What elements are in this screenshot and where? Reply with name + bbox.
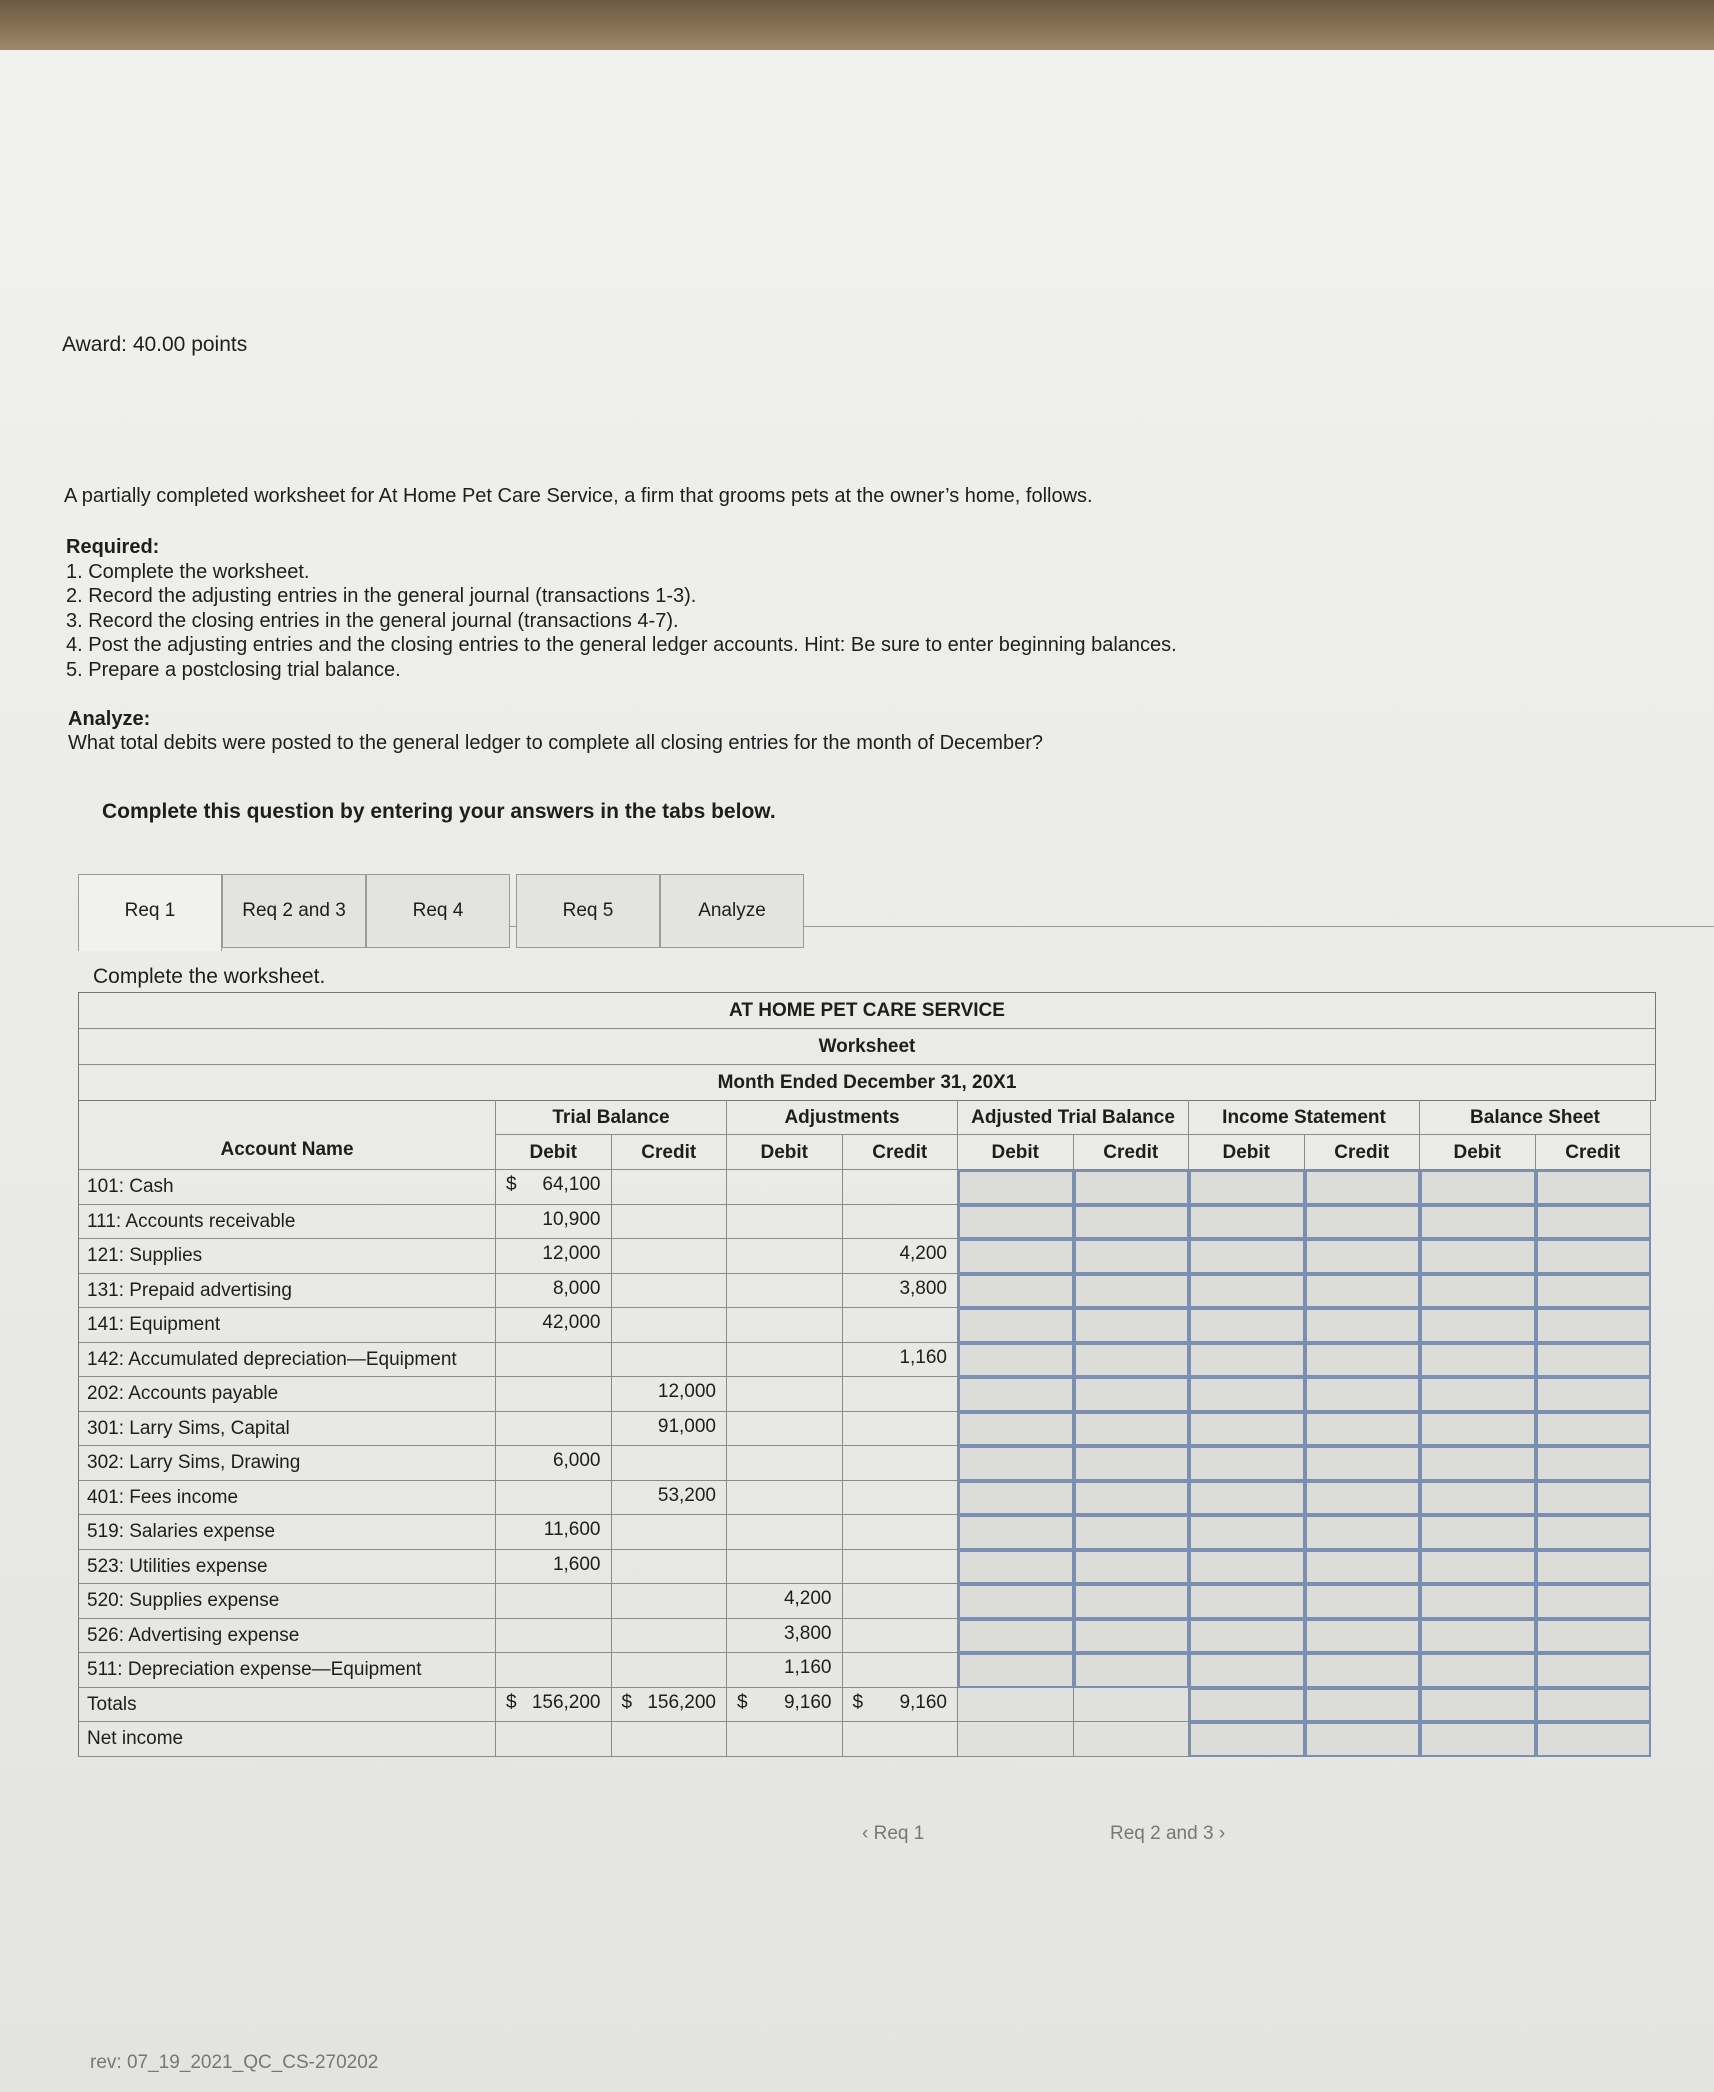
worksheet-input-cell[interactable] bbox=[1420, 1688, 1536, 1723]
amount-value: 9,160 bbox=[783, 1691, 832, 1713]
worksheet-input-cell[interactable] bbox=[1420, 1619, 1536, 1654]
worksheet-input-cell[interactable] bbox=[1536, 1308, 1652, 1343]
worksheet-input-cell[interactable] bbox=[958, 1412, 1074, 1447]
worksheet-amount-cell bbox=[612, 1274, 728, 1309]
company-name: AT HOME PET CARE SERVICE bbox=[79, 993, 1655, 1029]
chevron-left-icon: ‹ bbox=[862, 1823, 869, 1844]
worksheet-amount-cell bbox=[843, 1688, 959, 1723]
tab-content-label: Complete the worksheet. bbox=[93, 965, 326, 988]
worksheet-amount-cell bbox=[727, 1274, 843, 1309]
worksheet-input-cell[interactable] bbox=[1536, 1446, 1652, 1481]
worksheet-amount-cell bbox=[843, 1205, 959, 1240]
account-name: 519: Salaries expense bbox=[78, 1515, 496, 1550]
credit-header: Credit bbox=[1074, 1135, 1190, 1170]
worksheet-amount-cell bbox=[612, 1343, 728, 1378]
worksheet-amount-cell bbox=[496, 1619, 612, 1654]
column-group-header: Balance Sheet bbox=[1420, 1100, 1651, 1135]
worksheet-amount-cell bbox=[727, 1688, 843, 1723]
worksheet-input-cell[interactable] bbox=[1536, 1653, 1652, 1688]
account-name: 526: Advertising expense bbox=[78, 1619, 496, 1654]
worksheet-input-cell[interactable] bbox=[958, 1515, 1074, 1550]
worksheet-amount-cell bbox=[496, 1446, 612, 1481]
worksheet-amount-cell bbox=[727, 1653, 843, 1688]
worksheet-amount-cell bbox=[727, 1170, 843, 1205]
required-item: 3. Record the closing entries in the general journal (transactions 4-7). bbox=[66, 609, 679, 632]
worksheet-input-cell[interactable] bbox=[1420, 1239, 1536, 1274]
worksheet-input-cell[interactable] bbox=[1536, 1619, 1652, 1654]
account-name: 111: Accounts receivable bbox=[78, 1205, 496, 1240]
tab-req-2-and-3[interactable]: Req 2 and 3 bbox=[222, 874, 366, 948]
worksheet-amount-cell bbox=[612, 1446, 728, 1481]
worksheet-input-cell[interactable] bbox=[1420, 1274, 1536, 1309]
amount-value: 3,800 bbox=[783, 1622, 832, 1644]
amount-value: 4,200 bbox=[899, 1243, 947, 1264]
worksheet-input-cell[interactable] bbox=[1074, 1653, 1190, 1688]
worksheet-empty-cell bbox=[1074, 1688, 1190, 1723]
worksheet-input-cell[interactable] bbox=[1189, 1343, 1305, 1378]
worksheet-amount-cell bbox=[843, 1653, 959, 1688]
credit-header: Credit bbox=[1536, 1135, 1652, 1170]
worksheet-amount-cell bbox=[727, 1515, 843, 1550]
worksheet-input-cell[interactable] bbox=[1420, 1170, 1536, 1205]
amount-value: 156,200 bbox=[647, 1691, 716, 1713]
worksheet-input-cell[interactable] bbox=[1189, 1619, 1305, 1654]
worksheet-input-cell[interactable] bbox=[1189, 1412, 1305, 1447]
worksheet-input-cell[interactable] bbox=[1074, 1412, 1190, 1447]
worksheet-input-cell[interactable] bbox=[1536, 1274, 1652, 1309]
amount-value: 8,000 bbox=[552, 1277, 601, 1299]
column-group-header: Adjustments bbox=[727, 1100, 958, 1135]
worksheet-input-cell[interactable] bbox=[1305, 1688, 1421, 1723]
worksheet-amount-cell bbox=[612, 1619, 728, 1654]
worksheet-input-cell[interactable] bbox=[1536, 1481, 1652, 1516]
worksheet-amount-cell bbox=[843, 1481, 959, 1516]
worksheet-input-cell[interactable] bbox=[1536, 1205, 1652, 1240]
worksheet-amount-cell bbox=[496, 1653, 612, 1688]
worksheet-amount-cell bbox=[496, 1274, 612, 1309]
required-list bbox=[66, 535, 1177, 682]
credit-header: Credit bbox=[1305, 1135, 1421, 1170]
amount-value: 91,000 bbox=[657, 1415, 716, 1437]
worksheet-amount-cell bbox=[612, 1550, 728, 1585]
debit-header: Debit bbox=[958, 1135, 1074, 1170]
worksheet-amount-cell bbox=[843, 1446, 959, 1481]
worksheet-input-cell[interactable] bbox=[1305, 1550, 1421, 1585]
worksheet-header bbox=[78, 992, 1656, 1101]
worksheet-input-cell[interactable] bbox=[958, 1584, 1074, 1619]
account-name: 301: Larry Sims, Capital bbox=[78, 1412, 496, 1447]
required-item: 5. Prepare a postclosing trial balance. bbox=[66, 658, 401, 681]
worksheet-input-cell[interactable] bbox=[958, 1481, 1074, 1516]
worksheet-input-cell[interactable] bbox=[958, 1377, 1074, 1412]
worksheet-amount-cell bbox=[843, 1412, 959, 1447]
worksheet-amount-cell bbox=[843, 1377, 959, 1412]
amount-value: 1,600 bbox=[552, 1553, 601, 1575]
totals-label: Totals bbox=[78, 1688, 496, 1723]
required-item: 4. Post the adjusting entries and the closing entries to the general ledger accounts. Hint: Be sure to enter beginning balances. bbox=[66, 634, 1177, 656]
worksheet-input-cell[interactable] bbox=[1420, 1653, 1536, 1688]
dollar-sign: $ bbox=[737, 1691, 748, 1713]
worksheet-amount-cell bbox=[843, 1274, 959, 1309]
net-income-label: Net income bbox=[78, 1722, 496, 1757]
instruction-text: Complete this question by entering your answers in the tabs below. bbox=[102, 800, 776, 823]
worksheet-amount-cell bbox=[727, 1722, 843, 1757]
account-name: 121: Supplies bbox=[78, 1239, 496, 1274]
worksheet-amount-cell bbox=[727, 1205, 843, 1240]
account-name: 302: Larry Sims, Drawing bbox=[78, 1446, 496, 1481]
intro-text: A partially completed worksheet for At Home Pet Care Service, a firm that grooms pets at the owner’s home, follows. bbox=[64, 485, 1093, 507]
worksheet-input-cell[interactable] bbox=[1074, 1619, 1190, 1654]
worksheet-input-cell[interactable] bbox=[1074, 1584, 1190, 1619]
worksheet-amount-cell bbox=[496, 1343, 612, 1378]
worksheet-input-cell[interactable] bbox=[1074, 1239, 1190, 1274]
worksheet-input-cell[interactable] bbox=[1305, 1515, 1421, 1550]
amount-value: 11,600 bbox=[543, 1519, 601, 1540]
worksheet-amount-cell bbox=[612, 1584, 728, 1619]
worksheet-amount-cell bbox=[496, 1205, 612, 1240]
analyze-question: What total debits were posted to the general ledger to complete all closing entries for the month of December? bbox=[68, 732, 1043, 754]
prev-label: Req 1 bbox=[873, 1823, 925, 1844]
revision-footer: rev: 07_19_2021_QC_CS-270202 bbox=[90, 2052, 379, 2073]
worksheet-input-cell[interactable] bbox=[1536, 1239, 1652, 1274]
worksheet-input-cell[interactable] bbox=[1420, 1584, 1536, 1619]
worksheet-amount-cell bbox=[727, 1377, 843, 1412]
worksheet-amount-cell bbox=[727, 1343, 843, 1378]
debit-header: Debit bbox=[496, 1135, 612, 1170]
required-item: 2. Record the adjusting entries in the general journal (transactions 1-3). bbox=[66, 585, 697, 607]
worksheet-input-cell[interactable] bbox=[1189, 1515, 1305, 1550]
worksheet-amount-cell bbox=[612, 1653, 728, 1688]
worksheet-amount-cell bbox=[843, 1619, 959, 1654]
account-name: 202: Accounts payable bbox=[78, 1377, 496, 1412]
worksheet-input-cell[interactable] bbox=[1305, 1239, 1421, 1274]
debit-header: Debit bbox=[1420, 1135, 1536, 1170]
worksheet-input-cell[interactable] bbox=[958, 1619, 1074, 1654]
analyze-heading: Analyze: bbox=[68, 708, 151, 730]
worksheet-input-cell[interactable] bbox=[1074, 1170, 1190, 1205]
worksheet-input-cell[interactable] bbox=[1305, 1205, 1421, 1240]
worksheet-amount-cell bbox=[496, 1688, 612, 1723]
worksheet-input-cell[interactable] bbox=[1074, 1274, 1190, 1309]
next-label: Req 2 and 3 bbox=[1110, 1823, 1214, 1844]
worksheet-amount-cell bbox=[727, 1308, 843, 1343]
required-item: 1. Complete the worksheet. bbox=[66, 560, 310, 583]
worksheet-input-cell[interactable] bbox=[1420, 1412, 1536, 1447]
worksheet-input-cell[interactable] bbox=[1536, 1550, 1652, 1585]
worksheet-input-cell[interactable] bbox=[1074, 1377, 1190, 1412]
worksheet-amount-cell bbox=[843, 1584, 959, 1619]
worksheet-amount-cell bbox=[612, 1515, 728, 1550]
amount-value: 53,200 bbox=[657, 1484, 716, 1506]
amount-value: 12,000 bbox=[542, 1243, 601, 1264]
worksheet-amount-cell bbox=[843, 1515, 959, 1550]
tab-req-4[interactable]: Req 4 bbox=[366, 874, 510, 948]
worksheet-amount-cell bbox=[727, 1412, 843, 1447]
worksheet-input-cell[interactable] bbox=[1305, 1446, 1421, 1481]
award-points: Award: 40.00 points bbox=[62, 333, 248, 356]
next-nav[interactable] bbox=[1110, 1823, 1225, 1845]
worksheet-input-cell[interactable] bbox=[1189, 1170, 1305, 1205]
worksheet-amount-cell bbox=[496, 1377, 612, 1412]
worksheet-input-cell[interactable] bbox=[1536, 1343, 1652, 1378]
worksheet-amount-cell bbox=[843, 1239, 959, 1274]
worksheet-input-cell[interactable] bbox=[1074, 1481, 1190, 1516]
worksheet-input-cell[interactable] bbox=[1305, 1274, 1421, 1309]
tab-req-1[interactable]: Req 1 bbox=[78, 874, 222, 951]
worksheet-input-cell[interactable] bbox=[1189, 1205, 1305, 1240]
worksheet-input-cell[interactable] bbox=[1420, 1481, 1536, 1516]
worksheet-period: Month Ended December 31, 20X1 bbox=[717, 1072, 1017, 1093]
worksheet-amount-cell bbox=[612, 1722, 728, 1757]
worksheet-input-cell[interactable] bbox=[1420, 1515, 1536, 1550]
account-name: 401: Fees income bbox=[78, 1481, 496, 1516]
worksheet-input-cell[interactable] bbox=[1536, 1170, 1652, 1205]
tab-req-5[interactable]: Req 5 bbox=[516, 874, 660, 948]
worksheet-amount-cell bbox=[496, 1584, 612, 1619]
worksheet-input-cell[interactable] bbox=[1074, 1515, 1190, 1550]
dollar-sign: $ bbox=[506, 1174, 517, 1195]
worksheet-amount-cell bbox=[496, 1308, 612, 1343]
worksheet-input-cell[interactable] bbox=[1189, 1550, 1305, 1585]
required-heading: Required: bbox=[66, 536, 160, 558]
worksheet-amount-cell bbox=[727, 1446, 843, 1481]
account-name: 523: Utilities expense bbox=[78, 1550, 496, 1585]
worksheet-amount-cell bbox=[612, 1412, 728, 1447]
worksheet-input-cell[interactable] bbox=[1074, 1308, 1190, 1343]
worksheet-amount-cell bbox=[496, 1550, 612, 1585]
worksheet-input-cell[interactable] bbox=[1420, 1377, 1536, 1412]
prev-nav[interactable] bbox=[862, 1823, 924, 1845]
amount-value: 1,160 bbox=[899, 1346, 947, 1368]
worksheet-input-cell[interactable] bbox=[1074, 1550, 1190, 1585]
worksheet-input-cell[interactable] bbox=[1305, 1308, 1421, 1343]
worksheet-title: Worksheet bbox=[79, 1029, 1655, 1065]
worksheet-amount-cell bbox=[496, 1170, 612, 1205]
worksheet-input-cell[interactable] bbox=[1305, 1343, 1421, 1378]
worksheet-input-cell[interactable] bbox=[1420, 1446, 1536, 1481]
dollar-sign: $ bbox=[506, 1691, 517, 1713]
debit-header: Debit bbox=[727, 1135, 843, 1170]
worksheet-amount-cell bbox=[843, 1343, 959, 1378]
worksheet-input-cell[interactable] bbox=[1420, 1343, 1536, 1378]
worksheet-amount-cell bbox=[727, 1550, 843, 1585]
worksheet-amount-cell bbox=[612, 1377, 728, 1412]
amount-value: 4,200 bbox=[783, 1588, 832, 1609]
worksheet-input-cell[interactable] bbox=[1189, 1446, 1305, 1481]
worksheet-amount-cell bbox=[727, 1239, 843, 1274]
debit-header: Debit bbox=[1189, 1135, 1305, 1170]
amount-value: 64,100 bbox=[542, 1174, 601, 1195]
worksheet-input-cell[interactable] bbox=[1305, 1619, 1421, 1654]
amount-value: 12,000 bbox=[657, 1381, 716, 1402]
column-group-header: Trial Balance bbox=[496, 1100, 727, 1135]
worksheet-input-cell[interactable] bbox=[1420, 1205, 1536, 1240]
worksheet-amount-cell bbox=[612, 1170, 728, 1205]
worksheet-input-cell[interactable] bbox=[1305, 1584, 1421, 1619]
account-name: 141: Equipment bbox=[78, 1308, 496, 1343]
worksheet-input-cell[interactable] bbox=[1420, 1550, 1536, 1585]
amount-value: 156,200 bbox=[531, 1691, 601, 1713]
worksheet-input-cell[interactable] bbox=[1536, 1688, 1652, 1723]
account-name: 511: Depreciation expense—Equipment bbox=[78, 1653, 496, 1688]
worksheet-input-cell[interactable] bbox=[958, 1343, 1074, 1378]
worksheet-input-cell[interactable] bbox=[958, 1308, 1074, 1343]
worksheet-amount-cell bbox=[612, 1205, 728, 1240]
amount-value: 42,000 bbox=[542, 1312, 601, 1333]
worksheet-input-cell[interactable] bbox=[1420, 1308, 1536, 1343]
worksheet-amount-cell bbox=[612, 1481, 728, 1516]
amount-value: 6,000 bbox=[552, 1450, 601, 1471]
background-desk bbox=[0, 0, 1714, 54]
worksheet-amount-cell bbox=[843, 1722, 959, 1757]
analyze-section bbox=[68, 707, 1043, 755]
account-name: 101: Cash bbox=[78, 1170, 496, 1205]
worksheet-input-cell[interactable] bbox=[1189, 1584, 1305, 1619]
worksheet-input-cell[interactable] bbox=[958, 1550, 1074, 1585]
dollar-sign: $ bbox=[621, 1691, 633, 1713]
column-group-header: Income Statement bbox=[1189, 1100, 1420, 1135]
worksheet-input-cell[interactable] bbox=[958, 1170, 1074, 1205]
amount-value: 10,900 bbox=[542, 1208, 601, 1230]
worksheet-input-cell[interactable] bbox=[1074, 1343, 1190, 1378]
credit-header: Credit bbox=[843, 1135, 959, 1170]
worksheet-empty-cell bbox=[958, 1688, 1074, 1723]
worksheet-input-cell[interactable] bbox=[1305, 1481, 1421, 1516]
worksheet-input-cell[interactable] bbox=[1536, 1377, 1652, 1412]
worksheet-amount-cell bbox=[496, 1412, 612, 1447]
dollar-sign: $ bbox=[852, 1691, 864, 1713]
worksheet-input-cell[interactable] bbox=[1189, 1239, 1305, 1274]
worksheet-input-cell[interactable] bbox=[1074, 1446, 1190, 1481]
worksheet-input-cell[interactable] bbox=[1305, 1722, 1421, 1757]
worksheet-amount-cell bbox=[496, 1239, 612, 1274]
column-group-header: Adjusted Trial Balance bbox=[958, 1100, 1189, 1135]
amount-value: 1,160 bbox=[783, 1657, 832, 1678]
account-name: 142: Accumulated depreciation—Equipment bbox=[78, 1343, 496, 1378]
worksheet-amount-cell bbox=[496, 1515, 612, 1550]
worksheet-amount-cell bbox=[612, 1688, 728, 1723]
credit-header: Credit bbox=[612, 1135, 728, 1170]
worksheet-input-cell[interactable] bbox=[1074, 1205, 1190, 1240]
account-name: 131: Prepaid advertising bbox=[78, 1274, 496, 1309]
worksheet-input-cell[interactable] bbox=[1189, 1481, 1305, 1516]
worksheet-input-cell[interactable] bbox=[1305, 1412, 1421, 1447]
tab-analyze[interactable]: Analyze bbox=[660, 874, 804, 948]
chevron-right-icon: › bbox=[1218, 1823, 1226, 1844]
worksheet-input-cell[interactable] bbox=[958, 1274, 1074, 1309]
worksheet-amount-cell bbox=[727, 1619, 843, 1654]
worksheet-amount-cell bbox=[727, 1481, 843, 1516]
worksheet-amount-cell bbox=[843, 1308, 959, 1343]
worksheet-input-cell[interactable] bbox=[1305, 1170, 1421, 1205]
amount-value: 9,160 bbox=[899, 1691, 947, 1713]
worksheet-input-cell[interactable] bbox=[958, 1446, 1074, 1481]
worksheet-input-cell[interactable] bbox=[1305, 1653, 1421, 1688]
worksheet-input-cell[interactable] bbox=[958, 1205, 1074, 1240]
worksheet-empty-cell bbox=[958, 1722, 1074, 1757]
worksheet-amount-cell bbox=[843, 1550, 959, 1585]
worksheet-amount-cell bbox=[843, 1170, 959, 1205]
worksheet-input-cell[interactable] bbox=[958, 1653, 1074, 1688]
worksheet-input-cell[interactable] bbox=[1189, 1308, 1305, 1343]
worksheet-input-cell[interactable] bbox=[1420, 1722, 1536, 1757]
account-name: 520: Supplies expense bbox=[78, 1584, 496, 1619]
worksheet-amount-cell bbox=[727, 1584, 843, 1619]
worksheet-amount-cell bbox=[612, 1308, 728, 1343]
worksheet-input-cell[interactable] bbox=[958, 1239, 1074, 1274]
worksheet-input-cell[interactable] bbox=[1189, 1274, 1305, 1309]
worksheet-input-cell[interactable] bbox=[1189, 1722, 1305, 1757]
worksheet-input-cell[interactable] bbox=[1536, 1722, 1652, 1757]
worksheet-input-cell[interactable] bbox=[1189, 1653, 1305, 1688]
worksheet-amount-cell bbox=[496, 1481, 612, 1516]
worksheet-input-cell[interactable] bbox=[1189, 1377, 1305, 1412]
worksheet-input-cell[interactable] bbox=[1305, 1377, 1421, 1412]
worksheet-amount-cell bbox=[496, 1722, 612, 1757]
worksheet-amount-cell bbox=[612, 1239, 728, 1274]
worksheet-input-cell[interactable] bbox=[1536, 1515, 1652, 1550]
worksheet-input-cell[interactable] bbox=[1536, 1412, 1652, 1447]
worksheet-input-cell[interactable] bbox=[1189, 1688, 1305, 1723]
account-name-header: Account Name bbox=[78, 1100, 496, 1170]
worksheet-input-cell[interactable] bbox=[1536, 1584, 1652, 1619]
worksheet-empty-cell bbox=[1074, 1722, 1190, 1757]
amount-value: 3,800 bbox=[899, 1277, 947, 1299]
